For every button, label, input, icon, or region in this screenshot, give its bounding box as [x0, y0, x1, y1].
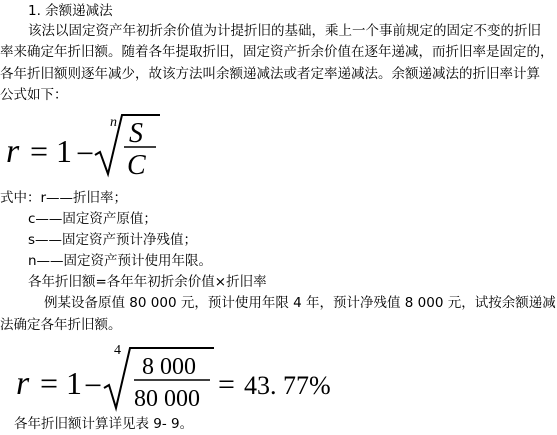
where-item-s: s——固定资产预计净残值； — [28, 232, 198, 248]
formula-2-minus: − — [84, 367, 103, 403]
formula-2-equals: = — [40, 365, 59, 401]
formula-2-lhs: r — [16, 365, 30, 402]
formula-2 — [0, 338, 360, 418]
formula-2-one: 1 — [66, 365, 82, 401]
example-line-1: 例某设备原值 80 000 元，预计使用年限 4 年，预计净残值 8 000 元，试按余额递减 — [44, 295, 556, 311]
example-line-2: 法确定各年折旧额。 — [0, 317, 122, 333]
formula-1-minus: − — [76, 135, 95, 171]
paragraph-line-1: 该法以固定资产年初折余价值为计提折旧的基础，乘上一个事前规定的固定不变的折旧 — [28, 23, 541, 39]
where-item-n: n——固定资产预计使用年限。 — [28, 253, 213, 269]
formula-1-equals: = — [30, 133, 49, 169]
formula-2-numerator: 8 000 — [142, 354, 196, 380]
formula-1-root-index: n — [110, 115, 117, 130]
formula-1-one: 1 — [56, 133, 72, 169]
formula-1 — [0, 110, 200, 180]
formula-1-lhs: r — [6, 133, 20, 170]
where-intro: 式中：r——折旧率； — [0, 190, 128, 206]
section-heading: 1. 余额递减法 — [28, 3, 113, 19]
formula-2-denominator: 80 000 — [134, 386, 200, 412]
formula-2-equals-2: = — [218, 368, 235, 401]
annual-depreciation-formula: 各年折旧额=各年年初折余价值×折旧率 — [28, 274, 267, 290]
formula-2-root-index: 4 — [114, 343, 121, 358]
footer-note: 各年折旧额计算详见表 9- 9。 — [14, 416, 194, 432]
formula-2-result: 43. 77% — [244, 371, 331, 400]
where-item-c: c——固定资产原值； — [28, 211, 157, 227]
formula-1-denominator: C — [127, 150, 146, 181]
paragraph-line-4: 公式如下： — [0, 87, 68, 103]
paragraph-line-2: 率来确定年折旧额。随着各年提取折旧，固定资产折余价值在逐年递减，而折旧率是固定的， — [0, 44, 554, 60]
formula-1-numerator: S — [129, 118, 143, 149]
paragraph-line-3: 各年折旧额则逐年减少，故该方法叫余额递减法或者定率递减法。余额递减法的折旧率计算 — [0, 66, 540, 82]
